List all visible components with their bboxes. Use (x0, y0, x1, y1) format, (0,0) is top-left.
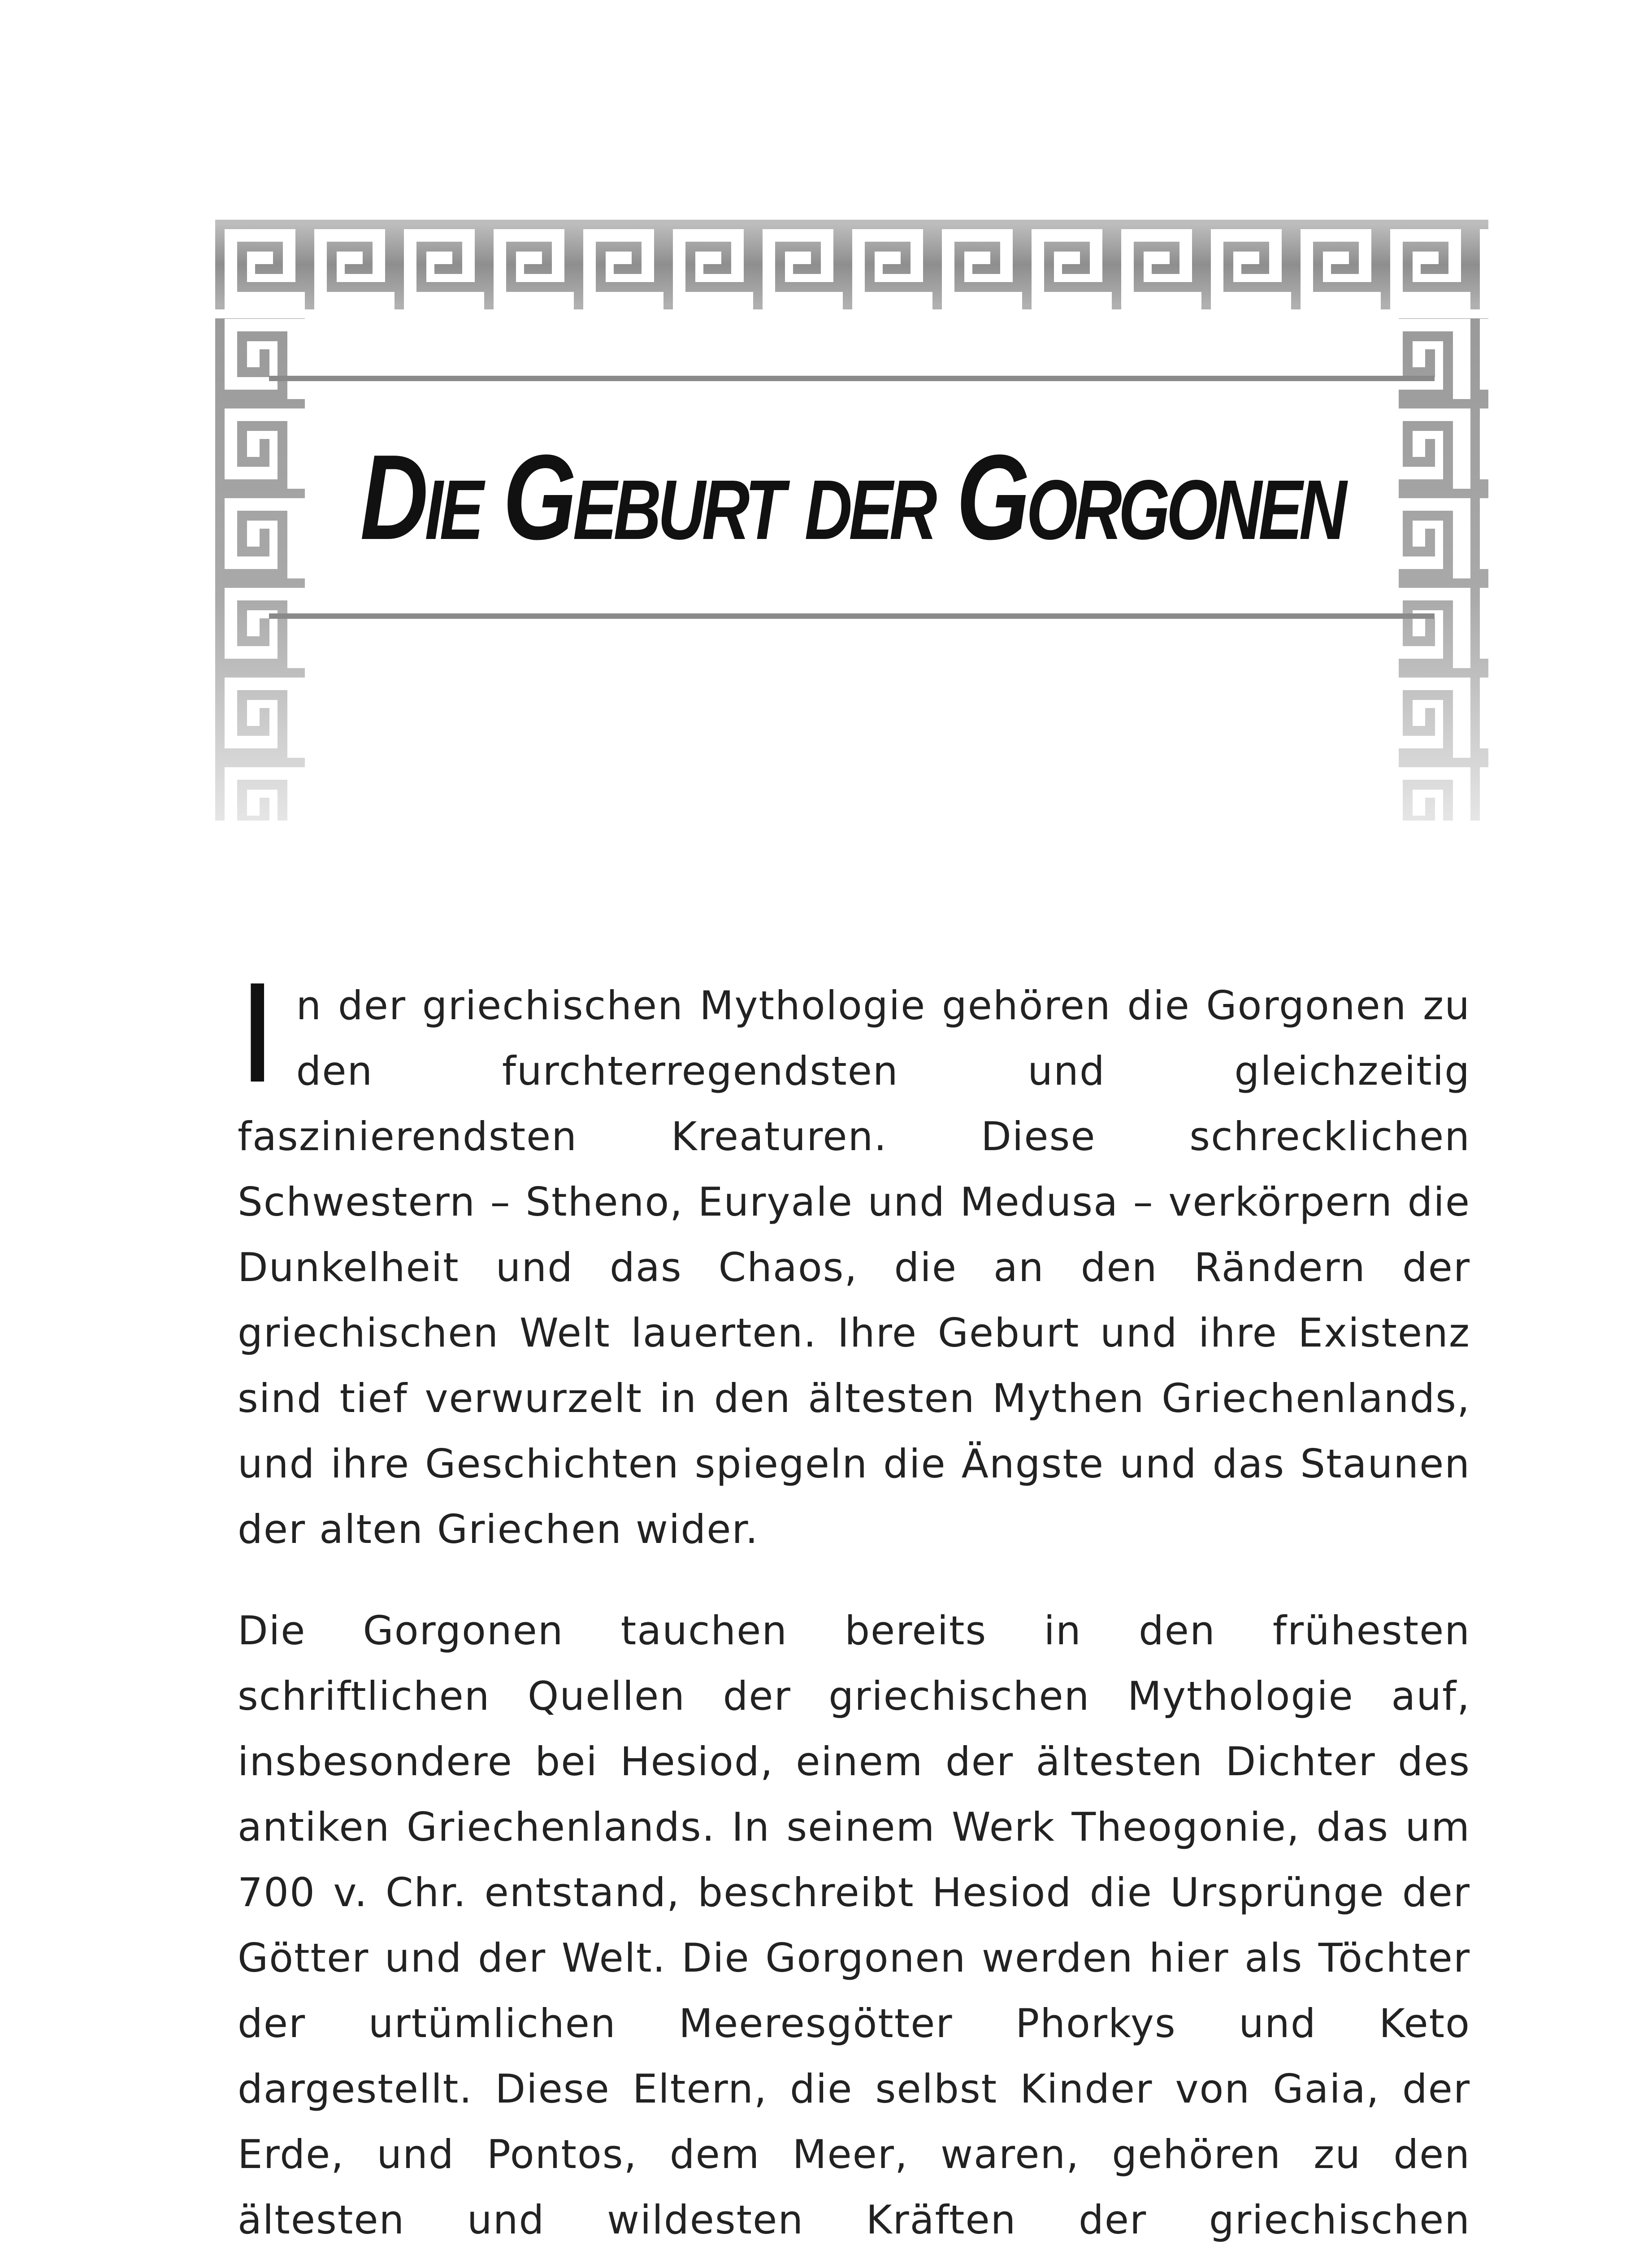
paragraph-1-text: n der griechischen Mythologie gehören die Gorgonen zu den furchterregendsten und gleichzeitig faszinierendsten Kreaturen. Diese schrecklichen Schwestern – Stheno, Euryale und Medusa – verkörpern die Dunkelheit und das Chaos, die an den Rändern der griechischen Welt lauerten. Ihre Geburt und ihre Existenz sind tief verwurzelt in den ältesten Mythen Griechenlands, und ihre Geschichten spiegeln die Ängste und das Staunen der alten Griechen wider. (238, 982, 1470, 1552)
chapter-title-block (269, 377, 1435, 619)
drop-cap: I (238, 957, 278, 1113)
paragraph-2 (238, 1598, 1470, 2242)
paragraph-2-text: Die Gorgonen tauchen bereits in den frühesten schriftlichen Quellen der griechischen Mythologie auf, insbesondere bei Hesiod, einem der ältesten Dichter des antiken Griechenlands. In seinem Werk Theogonie, das um 700 v. Chr. entstand, beschreibt Hesiod die Ursprünge der Götter und der Welt. Die Gorgonen werden hier als Töchter der urtümlichen Meeresgötter Phorkys und Keto dargestellt. Diese Eltern, die selbst Kinder von Gaia, der Erde, und Pontos, dem Meer, waren, gehören zu den ältesten und wildesten Kräften der griechischen (238, 1608, 1470, 2242)
paragraph-1 (238, 957, 1470, 1562)
chapter-title: Die Geburt der Gorgonen (360, 430, 1344, 565)
chapter-body (238, 957, 1470, 2242)
